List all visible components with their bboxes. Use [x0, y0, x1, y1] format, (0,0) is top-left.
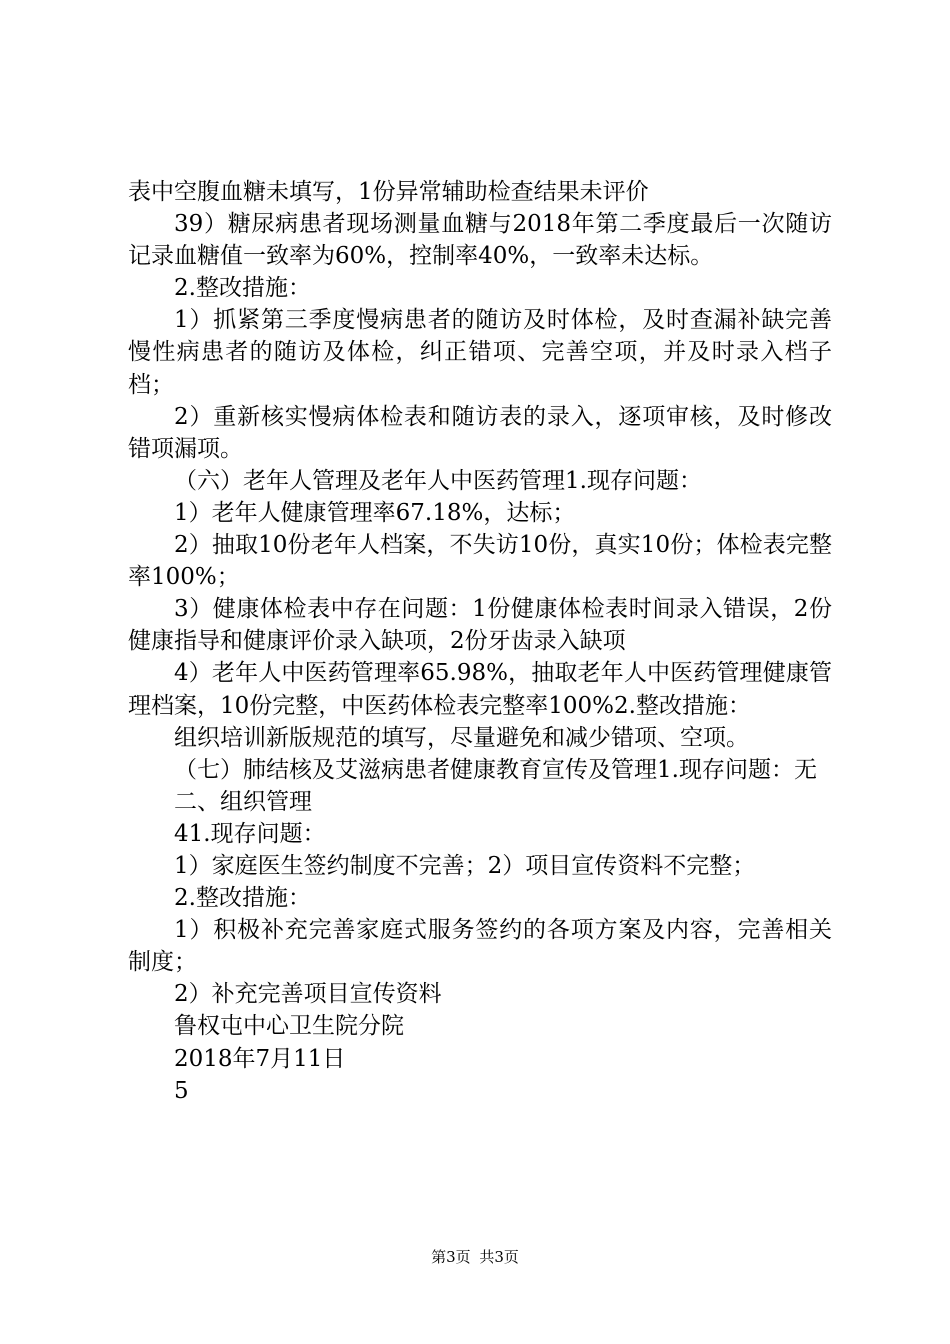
paragraph-14: 41.现存问题： — [174, 820, 326, 847]
paragraph-12: （七）肺结核及艾滋病患者健康教育宣传及管理1.现存问题：无 — [174, 756, 817, 783]
paragraph-15: 1）家庭医生签约制度不完善；2）项目宣传资料不完整； — [174, 852, 756, 879]
paragraph-9: 3）健康体检表中存在问题：1份健康体检表时间录入错误，2份健康指导和健康评价录入缺项，2份牙齿录入缺项 — [128, 596, 832, 655]
paragraph-7: 1）老年人健康管理率67.18%，达标； — [174, 499, 576, 526]
document-body — [128, 176, 832, 1107]
page-current: 第3页 — [431, 1248, 471, 1266]
paragraph-16: 2.整改措施： — [174, 885, 311, 912]
paragraph-11: 组织培训新版规范的填写，尽量避免和减少错项、空项。 — [174, 724, 749, 751]
trailing-number: 5 — [174, 1077, 189, 1104]
page-total: 共3页 — [479, 1248, 519, 1266]
paragraph-18: 2）补充完善项目宣传资料 — [174, 981, 442, 1008]
paragraph-17: 1）积极补充完善家庭式服务签约的各项方案及内容，完善相关制度； — [128, 917, 832, 976]
paragraph-1: 表中空腹血糖未填写，1份异常辅助检查结果未评价 — [128, 179, 649, 205]
paragraph-13: 二、组织管理 — [174, 788, 312, 815]
paragraph-5: 2）重新核实慢病体检表和随访表的录入，逐项审核，及时修改错项漏项。 — [128, 403, 832, 462]
paragraph-8: 2）抽取10份老年人档案，不失访10份，真实10份；体检表完整率100%； — [128, 532, 832, 591]
paragraph-3: 2.整改措施： — [174, 275, 311, 302]
paragraph-10: 4）老年人中医药管理率65.98%，抽取老年人中医药管理健康管理档案，10份完整，中医药体检表完整率100%2.整改措施： — [128, 660, 832, 719]
signature-organization: 鲁权屯中心卫生院分院 — [174, 1013, 404, 1040]
paragraph-6: （六）老年人管理及老年人中医药管理1.现存问题： — [174, 467, 702, 494]
signature-date: 2018年7月11日 — [174, 1045, 346, 1072]
paragraph-4: 1）抓紧第三季度慢病患者的随访及时体检，及时查漏补缺完善慢性病患者的随访及体检，纠正错项、完善空项，并及时录入档子档； — [128, 307, 832, 398]
page-footer — [0, 1246, 950, 1267]
paragraph-2: 39）糖尿病患者现场测量血糖与2018年第二季度最后一次随访记录血糖值一致率为60%，控制率40%，一致率未达标。 — [128, 211, 832, 270]
